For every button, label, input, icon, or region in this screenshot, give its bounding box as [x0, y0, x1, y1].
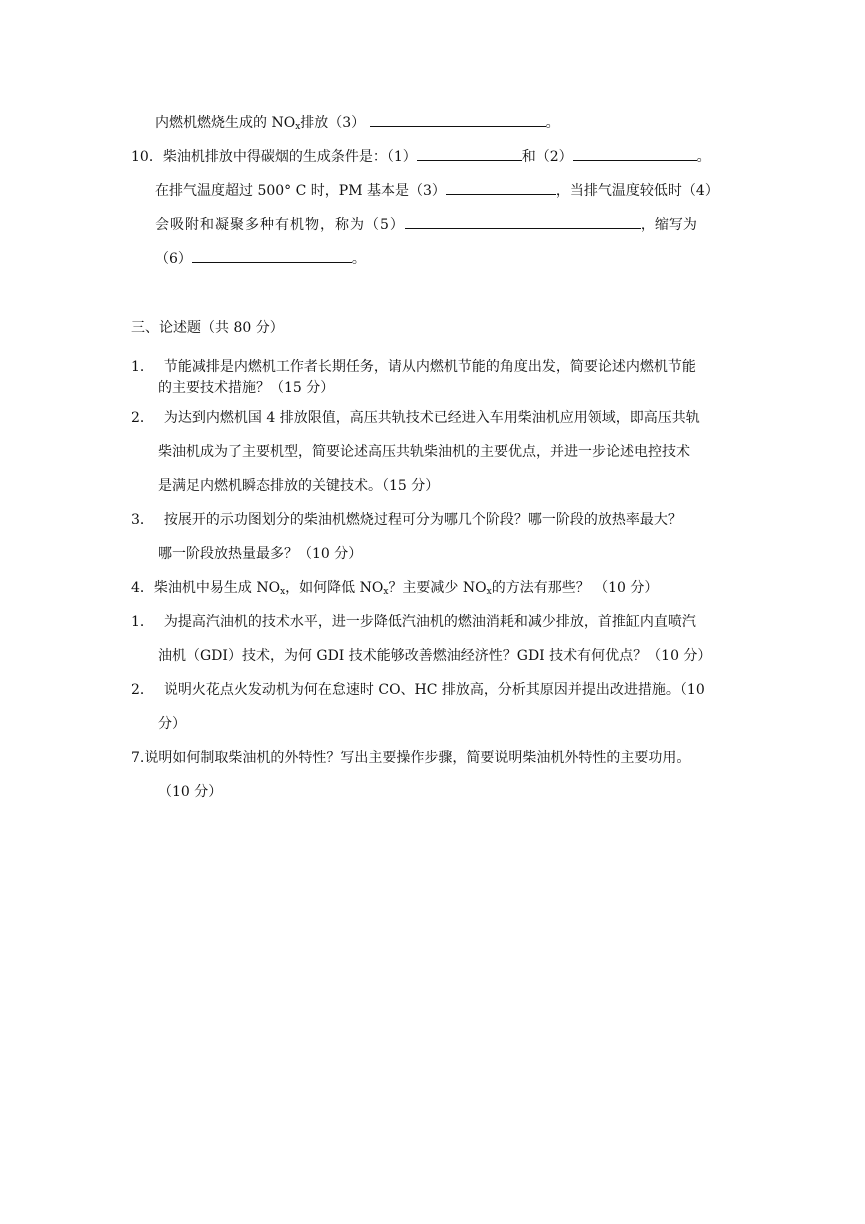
question-text: ，如何降低 NO [285, 580, 384, 596]
q10-line-1 [131, 146, 711, 167]
question-2-cont: 是满足内燃机瞬态排放的关键技术。（15 分） [158, 478, 440, 494]
q10-text: 会吸附和凝聚多种有机物，称为（5） [155, 217, 405, 233]
question-text: 节能减排是内燃机工作者长期任务，请从内燃机节能的角度出发，简要论述内燃机节能 [163, 359, 696, 375]
q10-line-4 [155, 248, 366, 269]
fill-text: 。 [545, 115, 560, 131]
question-text: ？主要减少 NO [388, 580, 487, 596]
q10-line-2 [155, 180, 719, 201]
question-5 [131, 612, 696, 632]
question-number: 2． [131, 682, 154, 698]
question-7: 7.说明如何制取柴油机的外特性？写出主要操作步骤，简要说明柴油机外特性的主要功用。 [131, 750, 691, 766]
q10-text: 10．柴油机排放中得碳烟的生成条件是：（1） [131, 149, 417, 165]
question-text: 为达到内燃机国 4 排放限值，高压共轨技术已经进入车用柴油机应用领域，即高压共轨 [163, 410, 700, 426]
fill-text: 排放（3） [300, 115, 366, 131]
question-number: 2． [131, 410, 154, 426]
q10-text: 。 [696, 149, 711, 165]
fill-line-nox [155, 112, 560, 133]
q10-text: 和（2） [521, 149, 573, 165]
question-text: 说明火花点火发动机为何在怠速时 CO、HC 排放高，分析其原因并提出改进措施。（10 [163, 682, 705, 698]
question-4 [131, 578, 658, 598]
question-text: 为提高汽油机的技术水平，进一步降低汽油机的燃油消耗和减少排放，首推缸内直喷汽 [163, 614, 696, 630]
answer-blank-6[interactable] [192, 248, 352, 263]
question-2 [131, 408, 700, 428]
q10-text: 。 [351, 251, 366, 267]
question-6-cont: 分） [158, 716, 186, 732]
question-5-cont: 油机（GDI）技术，为何 GDI 技术能够改善燃油经济性？GDI 技术有何优点？（10 分） [158, 648, 712, 664]
question-1 [131, 357, 696, 377]
question-3 [131, 510, 682, 530]
question-number: 1． [131, 614, 154, 630]
subscript-x: x [295, 122, 301, 132]
section-heading: 三、论述题（共 80 分） [131, 320, 284, 336]
answer-blank-1[interactable] [417, 146, 522, 161]
q10-text: ，当排气温度较低时（4） [555, 183, 719, 199]
question-6 [131, 680, 705, 700]
answer-blank-3[interactable] [370, 112, 546, 127]
question-number: 3． [131, 512, 154, 528]
question-text: 4．柴油机中易生成 NO [131, 580, 281, 596]
subscript-x: x [383, 587, 389, 597]
fill-text: 内燃机燃烧生成的 NO [155, 115, 296, 131]
question-2-cont: 柴油机成为了主要机型，简要论述高压共轨柴油机的主要优点，并进一步论述电控技术 [158, 444, 690, 460]
q10-text: （6） [155, 251, 192, 267]
question-number: 1． [131, 359, 154, 375]
answer-blank-2[interactable] [573, 146, 697, 161]
q10-text: ，缩写为 [640, 217, 697, 233]
question-1-cont: 的主要技术措施？（15 分） [158, 380, 335, 396]
answer-blank-3[interactable] [446, 180, 556, 195]
question-7-cont: （10 分） [158, 784, 223, 800]
subscript-x: x [280, 587, 286, 597]
answer-blank-5[interactable] [405, 214, 641, 229]
q10-line-3 [155, 214, 697, 235]
subscript-x: x [486, 587, 492, 597]
question-text: 的方法有那些？ （10 分） [491, 580, 659, 596]
question-text: 按展开的示功图划分的柴油机燃烧过程可分为哪几个阶段？哪一阶段的放热率最大？ [163, 512, 682, 528]
question-3-cont: 哪一阶段放热量最多？（10 分） [158, 546, 363, 562]
q10-text: 在排气温度超过 500° C 时，PM 基本是（3） [155, 183, 446, 199]
